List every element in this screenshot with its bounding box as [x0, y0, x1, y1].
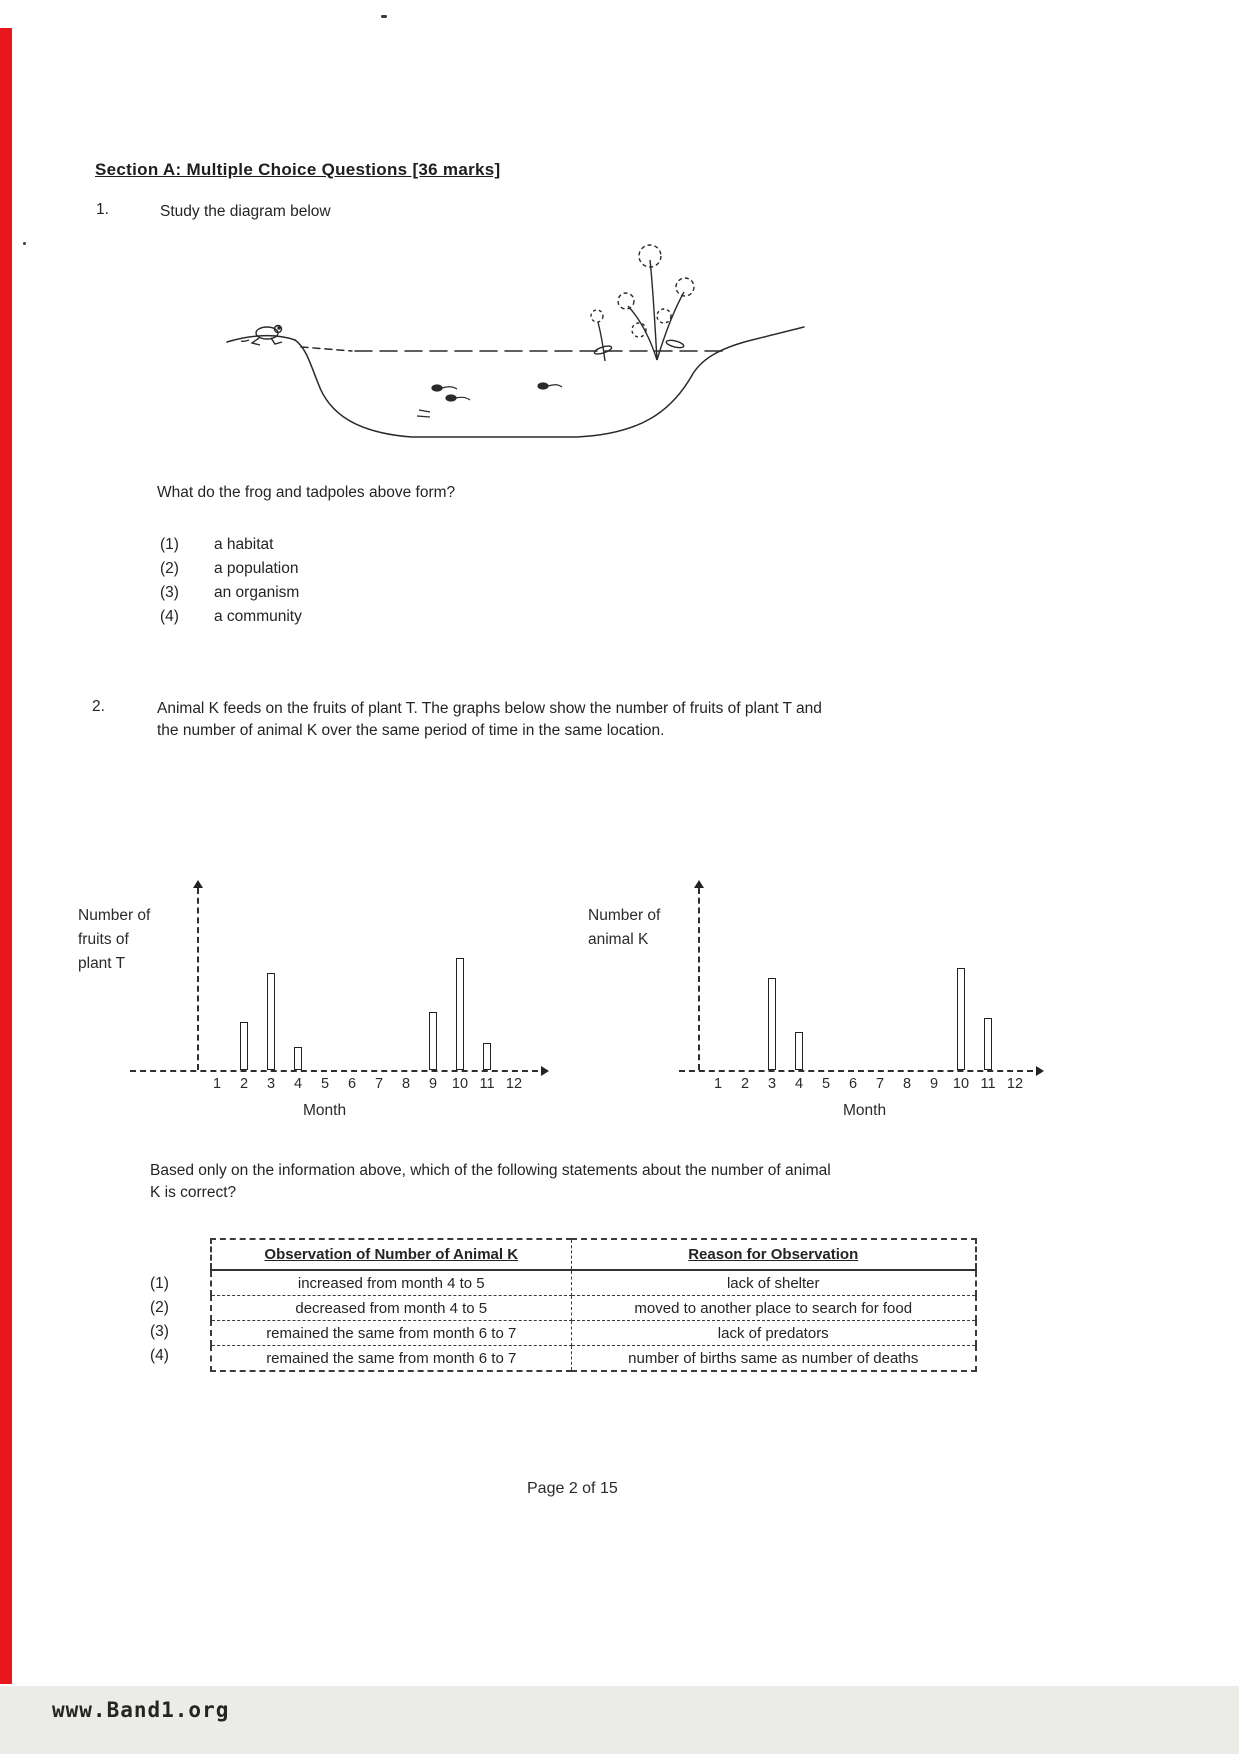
y-axis-label-line: fruits of: [78, 931, 129, 948]
plants-icon: [591, 245, 694, 361]
scan-dust-dot-top: [381, 15, 387, 18]
x-tick-month-4: 4: [794, 1076, 804, 1092]
x-tick-month-6: 6: [848, 1076, 858, 1092]
x-tick-month-2: 2: [740, 1076, 750, 1092]
x-tick-month-5: 5: [320, 1076, 330, 1092]
x-axis-label: Month: [303, 1102, 347, 1119]
x-tick-month-9: 9: [929, 1076, 939, 1092]
q1-option-2-label: a population: [214, 560, 299, 577]
y-axis-label-line: plant T: [78, 955, 126, 972]
row1-observation: increased from month 4 to 5: [211, 1270, 571, 1296]
q2-option-numbers: [150, 1272, 169, 1368]
x-tick-month-1: 1: [713, 1076, 723, 1092]
row4-observation: remained the same from month 6 to 7: [211, 1346, 571, 1372]
bar-month-2: [240, 1022, 248, 1070]
y-axis-line: [197, 888, 199, 1070]
row2-observation: decreased from month 4 to 5: [211, 1296, 571, 1321]
pond-diagram: [205, 230, 815, 460]
y-axis-line: [698, 888, 700, 1070]
q2-option-2-num: (2): [150, 1299, 169, 1316]
x-axis-arrow-icon: [541, 1066, 549, 1076]
q1-option-2-num: (2): [160, 560, 179, 577]
q2-option-4-num: (4): [150, 1347, 169, 1364]
bar-month-4: [294, 1047, 302, 1070]
bar-month-3: [267, 973, 275, 1070]
q1-option-3-num: (3): [160, 584, 179, 601]
bar-month-11: [984, 1018, 992, 1070]
bar-month-4: [795, 1032, 803, 1070]
y-axis-arrow-icon: [694, 880, 704, 888]
x-tick-month-2: 2: [239, 1076, 249, 1092]
x-tick-month-7: 7: [374, 1076, 384, 1092]
x-tick-month-11: 11: [980, 1076, 996, 1092]
x-tick-month-12: 12: [1006, 1076, 1024, 1092]
pond-weed-marks: [417, 410, 430, 417]
row4-reason: number of births same as number of deaths: [571, 1346, 976, 1372]
q2-option-3-num: (3): [150, 1323, 169, 1340]
row1-reason: lack of shelter: [571, 1270, 976, 1296]
q1-question: What do the frog and tadpoles above form?: [157, 484, 456, 501]
page-number: Page 2 of 15: [527, 1480, 618, 1497]
row3-observation: remained the same from month 6 to 7: [211, 1321, 571, 1346]
fruits-chart: [70, 878, 580, 1128]
y-axis-label-line: animal K: [588, 931, 649, 948]
y-axis-label: [78, 904, 150, 976]
q2-question-line-2: K is correct?: [150, 1184, 237, 1201]
q2-question-line-1: Based only on the information above, which of the following statements about the number of animal: [150, 1162, 831, 1179]
table-header-row: [211, 1239, 976, 1270]
x-tick-month-11: 11: [479, 1076, 495, 1092]
q2-option-1-num: (1): [150, 1275, 169, 1292]
q1-option-3-label: an organism: [214, 584, 300, 601]
q1-option-4-label: a community: [214, 608, 302, 625]
y-axis-label: [588, 904, 660, 952]
y-axis-label-line: Number of: [588, 907, 661, 924]
x-tick-month-6: 6: [347, 1076, 357, 1092]
x-tick-month-4: 4: [293, 1076, 303, 1092]
scan-dust-dot-left: [23, 242, 26, 245]
x-tick-month-5: 5: [821, 1076, 831, 1092]
x-axis-arrow-icon: [1036, 1066, 1044, 1076]
q2-intro: [157, 698, 1017, 742]
table-row: [211, 1321, 976, 1346]
x-axis-label: Month: [843, 1102, 887, 1119]
bar-month-9: [429, 1012, 437, 1070]
x-tick-month-8: 8: [902, 1076, 912, 1092]
table-row: [211, 1296, 976, 1321]
x-axis-line: [130, 1070, 538, 1072]
q1-option-1-label: a habitat: [214, 536, 274, 553]
x-tick-month-8: 8: [401, 1076, 411, 1092]
q1-option-1-num: (1): [160, 536, 179, 553]
tadpoles-icon: [417, 383, 562, 417]
q2-number: 2.: [92, 698, 105, 715]
table-row: [211, 1346, 976, 1372]
bar-month-11: [483, 1043, 491, 1070]
left-bank-line: [227, 336, 295, 342]
bar-month-3: [768, 978, 776, 1070]
bar-month-10: [456, 958, 464, 1070]
water-edge-dashes: [301, 347, 352, 351]
animal-k-chart: [555, 878, 1065, 1128]
bar-month-10: [957, 968, 965, 1070]
y-axis-label-line: Number of: [78, 907, 151, 924]
q2-question: [150, 1160, 1020, 1204]
x-tick-month-10: 10: [952, 1076, 970, 1092]
x-tick-month-1: 1: [212, 1076, 222, 1092]
table-header-observation: Observation of Number of Animal K: [211, 1239, 571, 1270]
x-tick-month-9: 9: [428, 1076, 438, 1092]
x-tick-month-12: 12: [505, 1076, 523, 1092]
q1-number: 1.: [96, 201, 109, 218]
y-axis-arrow-icon: [193, 880, 203, 888]
section-heading: Section A: Multiple Choice Questions [36 marks]: [95, 160, 501, 179]
watermark-text: www.Band1.org: [52, 1698, 230, 1722]
x-tick-month-10: 10: [451, 1076, 469, 1092]
table-row: [211, 1270, 976, 1296]
q1-option-4-num: (4): [160, 608, 179, 625]
x-tick-month-7: 7: [875, 1076, 885, 1092]
q2-intro-line-2: the number of animal K over the same period of time in the same location.: [157, 722, 665, 739]
row3-reason: lack of predators: [571, 1321, 976, 1346]
x-tick-month-3: 3: [266, 1076, 276, 1092]
q2-answer-table: [210, 1238, 977, 1372]
pond-basin-outline: [295, 327, 804, 437]
footer-strip: [0, 1686, 1239, 1754]
x-axis-line: [679, 1070, 1033, 1072]
scan-edge-bar: [0, 28, 12, 1684]
q2-intro-line-1: Animal K feeds on the fruits of plant T. The graphs below show the number of fruits of plant T and: [157, 700, 822, 717]
x-tick-month-3: 3: [767, 1076, 777, 1092]
q1-prompt: Study the diagram below: [160, 203, 331, 220]
row2-reason: moved to another place to search for food: [571, 1296, 976, 1321]
table-header-reason: Reason for Observation: [571, 1239, 976, 1270]
